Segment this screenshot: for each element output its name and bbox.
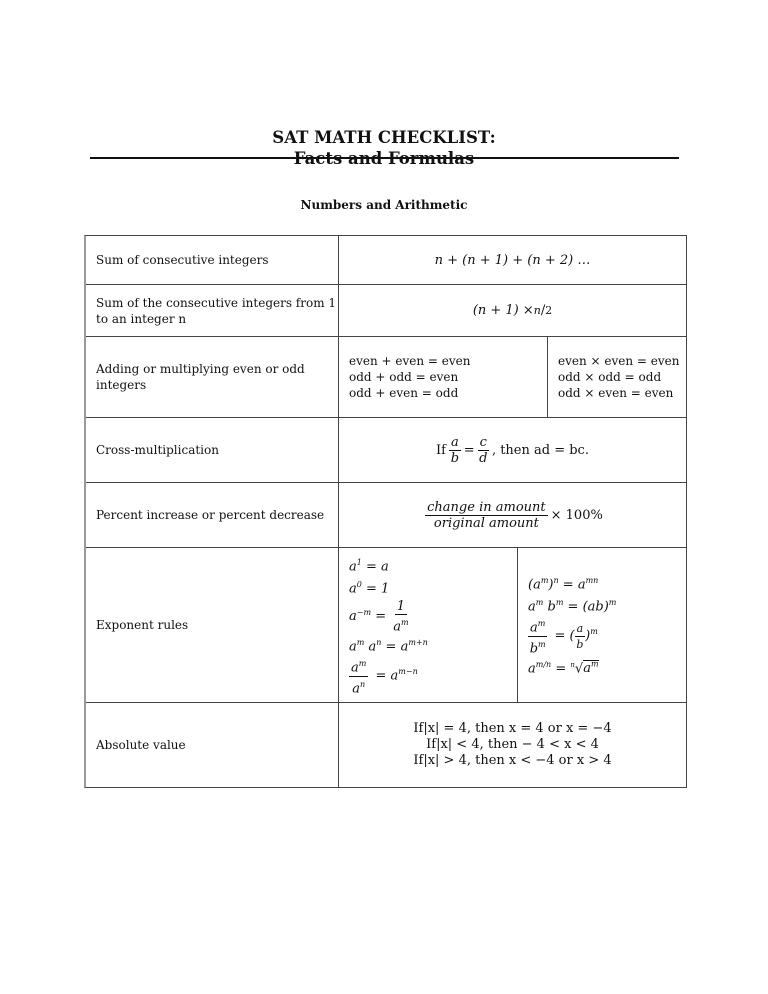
- rule-line: $\frac{a^m}{a^n}$ = $a^{m-n}$: [349, 656, 517, 696]
- formula-table: [84, 235, 687, 788]
- rule-line: If|x| < 4, then − 4 < x < 4: [426, 737, 599, 752]
- fraction: $\frac{a^m}{a^n}$: [349, 656, 368, 696]
- parity-rules: [339, 337, 686, 417]
- table-row: [86, 702, 686, 787]
- fraction: [478, 435, 489, 466]
- numerator: a: [450, 434, 459, 450]
- formula: n + (n + 1) + (n + 2) …: [434, 252, 591, 268]
- rule-line: If|x| > 4, then x < −4 or x > 4: [413, 753, 612, 768]
- table-row: [86, 336, 686, 417]
- title-line-1: SAT MATH CHECKLIST:: [272, 128, 496, 147]
- absolute-value-rules: [413, 721, 611, 769]
- formula: [339, 483, 686, 547]
- denominator: d: [479, 450, 488, 466]
- rule-line: If|x| = 4, then x = 4 or x = −4: [413, 721, 612, 736]
- exponent-rules: [339, 548, 686, 702]
- row-label: Cross-multiplication: [86, 418, 339, 482]
- rule-line: $\frac{a^m}{b^m}$ = ( $\frac{a}{b}$ )$^m$: [528, 616, 616, 656]
- row-label: Sum of the consecutive integers from 1 to an integer n: [86, 285, 339, 336]
- fraction: $\frac{1}{a^m}$: [393, 598, 409, 634]
- table-row: [86, 482, 686, 547]
- rule-line: even + even = even: [349, 354, 471, 368]
- exponent-rules-left: [339, 548, 518, 702]
- rule-line: even × even = even: [558, 354, 680, 368]
- equals: =: [463, 442, 475, 458]
- text: × 100%: [550, 507, 603, 523]
- formula: [339, 418, 686, 482]
- rule-line: odd × odd = odd: [558, 370, 662, 384]
- rule-line: $a^m$ $b^m = (ab)^m$: [528, 598, 617, 615]
- multiplication-rules: [548, 337, 680, 417]
- rule-line: $a^0 = 1$: [349, 580, 390, 597]
- row-label: Exponent rules: [86, 548, 339, 702]
- numerator: c: [479, 434, 487, 450]
- rule-line: odd + odd = even: [349, 370, 459, 384]
- fraction: [449, 435, 461, 466]
- fraction: $\frac{a^m}{b^m}$: [528, 616, 547, 656]
- denominator: original amount: [433, 515, 539, 531]
- section-heading: Numbers and Arithmetic: [300, 198, 468, 212]
- rule-line: $a^m$ $a^n = a^{m+n}$: [349, 638, 428, 655]
- denominator: b: [450, 450, 460, 466]
- table-row: [86, 547, 686, 702]
- row-label: Adding or multiplying even or odd integers: [86, 337, 339, 417]
- row-label: Sum of consecutive integers: [86, 236, 339, 284]
- table-row: [86, 236, 686, 284]
- fraction: [425, 500, 547, 531]
- formula-den: 2: [545, 304, 553, 317]
- numerator: change in amount: [427, 499, 546, 515]
- rule-line: odd × even = even: [558, 386, 674, 400]
- table-row: [86, 284, 686, 336]
- text: If: [436, 442, 446, 458]
- table-row: [86, 417, 686, 482]
- formula-num: n: [533, 304, 541, 317]
- document-title: [0, 127, 768, 169]
- text: , then ad = bc.: [491, 442, 589, 458]
- row-label: Percent increase or percent decrease: [86, 483, 339, 547]
- rule-line: $a^{m/n} = ^n√a^m$: [528, 659, 599, 677]
- divider: [90, 157, 679, 159]
- addition-rules: [339, 337, 548, 417]
- rule-line: odd + even = odd: [349, 386, 459, 400]
- exponent-rules-right: [518, 548, 616, 702]
- fraction: $\frac{a}{b}$: [576, 621, 584, 651]
- formula: [339, 703, 686, 787]
- rule-line: $(a^m)^n = a^{mn}$: [528, 575, 599, 592]
- formula-slash: /: [540, 303, 546, 318]
- rule-line: $a^1 = a$: [349, 558, 389, 575]
- formula-base: (n + 1) ×: [472, 303, 534, 318]
- rule-line: $a^{-m}$ = $\frac{1}{a^m}$: [349, 598, 409, 634]
- row-label: Absolute value: [86, 703, 339, 787]
- formula: [339, 285, 686, 336]
